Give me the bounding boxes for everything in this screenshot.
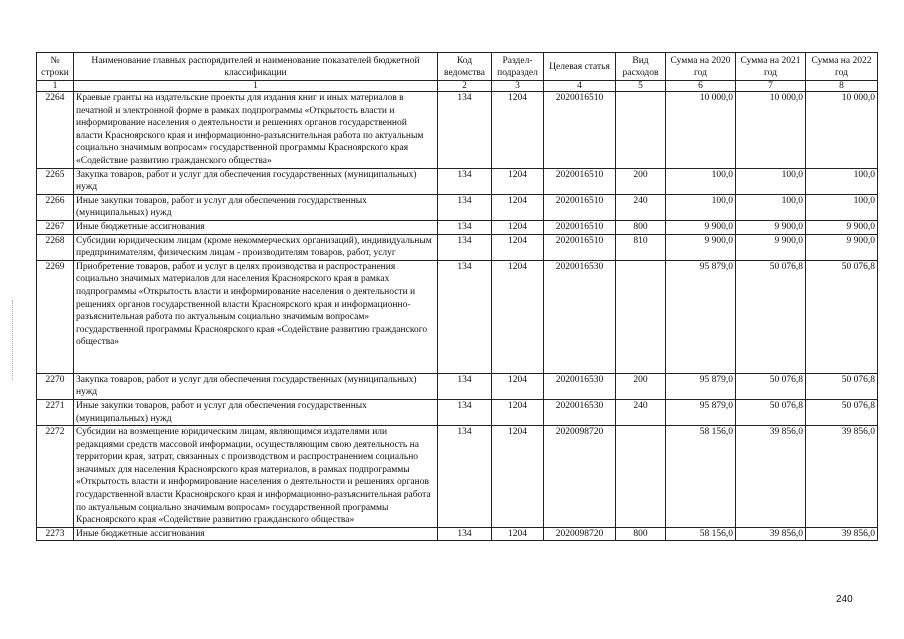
row-section: 1204	[492, 194, 544, 220]
row-name: Иные бюджетные ассигнования	[74, 220, 438, 234]
row-type	[616, 426, 666, 528]
column-index: 3	[492, 81, 544, 92]
row-name: Краевые гранты на издательские проекты для издания книг и иных материалов в печатной и электронной форме в рамках подпрограммы «Открытость власти и информирование населения о деятельности и решениях органов государственной власти Красноярского края и информационно-разъяснительная работа по актуальным социально значимым вопросам» государственной программы Красноярского края «Содействие развитию гражданского общества»	[74, 92, 438, 169]
row-type: 200	[616, 168, 666, 194]
row-sum-2022: 50 076,8	[806, 373, 878, 399]
row-sum-2022: 9 900,0	[806, 220, 878, 234]
row-sum-2020: 95 879,0	[666, 373, 736, 399]
header-dept-code: Код ведомства	[438, 53, 492, 81]
row-number: 2268	[37, 234, 74, 260]
header-target: Целевая статья	[544, 53, 616, 81]
row-sum-2021: 50 076,8	[736, 260, 806, 373]
table-row	[37, 260, 878, 373]
row-sum-2022: 100,0	[806, 194, 878, 220]
row-sum-2022: 39 856,0	[806, 527, 878, 541]
row-type: 240	[616, 194, 666, 220]
row-sum-2020: 9 900,0	[666, 234, 736, 260]
row-sum-2022: 10 000,0	[806, 92, 878, 169]
row-section: 1204	[492, 373, 544, 399]
row-section: 1204	[492, 399, 544, 425]
column-index: 8	[806, 81, 878, 92]
row-type	[616, 260, 666, 373]
row-sum-2020: 10 000,0	[666, 92, 736, 169]
column-index-row	[37, 81, 878, 92]
row-number: 2269	[37, 260, 74, 373]
header-sum-2021: Сумма на 2021 год	[736, 53, 806, 81]
row-name: Закупка товаров, работ и услуг для обеспечения государственных (муниципальных) нужд	[74, 168, 438, 194]
table-row	[37, 426, 878, 528]
column-index: 6	[666, 81, 736, 92]
row-section: 1204	[492, 260, 544, 373]
row-target: 2020016510	[544, 168, 616, 194]
row-dept: 134	[438, 220, 492, 234]
header-row-no: № строки	[37, 53, 74, 81]
table-row	[37, 168, 878, 194]
row-type: 200	[616, 373, 666, 399]
column-index: 1	[37, 81, 74, 92]
row-name: Иные закупки товаров, работ и услуг для обеспечения государственных (муниципальных) нужд	[74, 194, 438, 220]
row-type	[616, 92, 666, 169]
row-sum-2020: 9 900,0	[666, 220, 736, 234]
row-name: Субсидии на возмещение юридическим лицам, являющимся издателями или редакциями средств массовой информации, осуществляющим свою деятельность на территории края, затрат, связанных с производством и распространением социально значимых для населения Красноярского края материалов, в рамках подпрограммы «Открытость власти и информирование населения о деятельности и решениях органов государственной власти Красноярского края и информационно-разъяснительная работа по актуальным социально значимым вопросам» государственной программы Красноярского края «Содействие развитию гражданского общества»	[74, 426, 438, 528]
header-sum-2022: Сумма на 2022 год	[806, 53, 878, 81]
row-sum-2021: 50 076,8	[736, 373, 806, 399]
row-sum-2020: 100,0	[666, 194, 736, 220]
row-sum-2020: 100,0	[666, 168, 736, 194]
row-sum-2022: 9 900,0	[806, 234, 878, 260]
row-number: 2267	[37, 220, 74, 234]
row-sum-2021: 9 900,0	[736, 234, 806, 260]
row-number: 2273	[37, 527, 74, 541]
header-exp-type: Вид расходов	[616, 53, 666, 81]
row-sum-2022: 39 856,0	[806, 426, 878, 528]
column-index: 1	[74, 81, 438, 92]
header-row	[37, 53, 878, 81]
row-dept: 134	[438, 234, 492, 260]
row-sum-2021: 100,0	[736, 194, 806, 220]
row-sum-2020: 58 156,0	[666, 426, 736, 528]
row-sum-2021: 39 856,0	[736, 426, 806, 528]
row-target: 2020098720	[544, 527, 616, 541]
row-sum-2022: 100,0	[806, 168, 878, 194]
column-index: 5	[616, 81, 666, 92]
table-row	[37, 527, 878, 541]
header-name: Наименование главных распорядителей и наименование показателей бюджетной классификации	[74, 53, 438, 81]
row-dept: 134	[438, 92, 492, 169]
row-target: 2020098720	[544, 426, 616, 528]
row-target: 2020016510	[544, 194, 616, 220]
row-sum-2020: 58 156,0	[666, 527, 736, 541]
table-row	[37, 399, 878, 425]
row-target: 2020016510	[544, 220, 616, 234]
row-sum-2021: 9 900,0	[736, 220, 806, 234]
row-sum-2022: 50 076,8	[806, 260, 878, 373]
row-type: 810	[616, 234, 666, 260]
header-section: Раздел-подраздел	[492, 53, 544, 81]
row-section: 1204	[492, 426, 544, 528]
row-number: 2264	[37, 92, 74, 169]
row-type: 800	[616, 220, 666, 234]
row-dept: 134	[438, 194, 492, 220]
row-target: 2020016510	[544, 92, 616, 169]
table-row	[37, 373, 878, 399]
budget-table	[36, 52, 878, 541]
row-dept: 134	[438, 527, 492, 541]
row-target: 2020016530	[544, 399, 616, 425]
row-number: 2265	[37, 168, 74, 194]
row-number: 2266	[37, 194, 74, 220]
row-sum-2021: 10 000,0	[736, 92, 806, 169]
row-section: 1204	[492, 168, 544, 194]
margin-mark	[12, 300, 13, 380]
column-index: 7	[736, 81, 806, 92]
row-sum-2022: 50 076,8	[806, 399, 878, 425]
row-target: 2020016510	[544, 234, 616, 260]
row-sum-2021: 39 856,0	[736, 527, 806, 541]
row-section: 1204	[492, 92, 544, 169]
row-dept: 134	[438, 399, 492, 425]
row-number: 2270	[37, 373, 74, 399]
row-number: 2271	[37, 399, 74, 425]
row-number: 2272	[37, 426, 74, 528]
row-dept: 134	[438, 260, 492, 373]
row-section: 1204	[492, 234, 544, 260]
row-target: 2020016530	[544, 260, 616, 373]
table-row	[37, 234, 878, 260]
row-name: Приобретение товаров, работ и услуг в целях производства и распространения социально значимых материалов для населения Красноярского края в рамках подпрограммы «Открытость власти и информирование населения о деятельности и решениях органов государственной власти Красноярского края и информационно-разъяснительная работа по актуальным социально значимым вопросам» государственной программы Красноярского края «Содействие развитию гражданского общества»	[74, 260, 438, 373]
row-name: Субсидии юридическим лицам (кроме некоммерческих организаций), индивидуальным предпринимателям, физическим лицам - производителям товаров, работ, услуг	[74, 234, 438, 260]
row-sum-2020: 95 879,0	[666, 399, 736, 425]
header-sum-2020: Сумма на 2020 год	[666, 53, 736, 81]
row-section: 1204	[492, 220, 544, 234]
table-row	[37, 194, 878, 220]
table-row	[37, 220, 878, 234]
row-name: Иные бюджетные ассигнования	[74, 527, 438, 541]
page-number: 240	[836, 594, 853, 605]
row-type: 240	[616, 399, 666, 425]
row-name: Иные закупки товаров, работ и услуг для обеспечения государственных (муниципальных) нужд	[74, 399, 438, 425]
row-sum-2021: 50 076,8	[736, 399, 806, 425]
row-target: 2020016530	[544, 373, 616, 399]
row-dept: 134	[438, 168, 492, 194]
row-dept: 134	[438, 426, 492, 528]
row-section: 1204	[492, 527, 544, 541]
row-sum-2020: 95 879,0	[666, 260, 736, 373]
row-dept: 134	[438, 373, 492, 399]
row-sum-2021: 100,0	[736, 168, 806, 194]
table-row	[37, 92, 878, 169]
column-index: 4	[544, 81, 616, 92]
row-name: Закупка товаров, работ и услуг для обеспечения государственных (муниципальных) нужд	[74, 373, 438, 399]
row-type: 800	[616, 527, 666, 541]
column-index: 2	[438, 81, 492, 92]
